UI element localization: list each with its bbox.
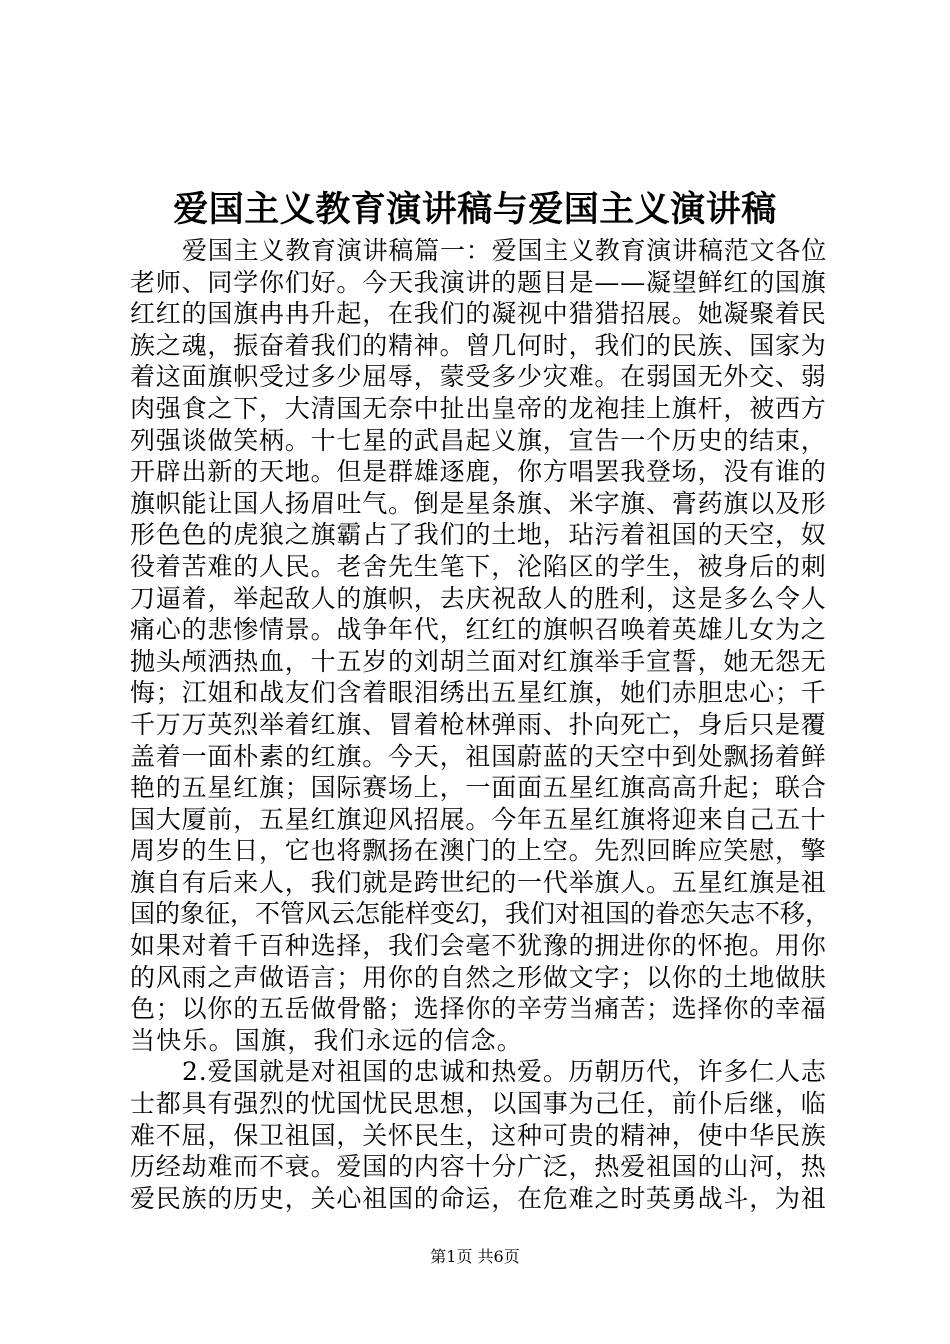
text-line: 爱民族的历史，关心祖国的命运，在危难之时英勇战斗，为祖 [130,1183,827,1213]
text-line: 肉强食之下，大清国无奈中扯出皇帝的龙袍挂上旗杆，被西方 [130,393,827,423]
text-line: 的风雨之声做语言；用你的自然之形做文字；以你的土地做肤 [130,962,827,992]
text-line: 士都具有强烈的忧国忧民思想，以国事为己任，前仆后继，临 [130,1089,827,1119]
text-line: 国大厦前，五星红旗迎风招展。今年五星红旗将迎来自己五十 [130,804,827,834]
text-line-paragraph-1-start: 爱国主义教育演讲稿篇一：爱国主义教育演讲稿范文各位 [182,236,828,265]
text-line: 旗帜能让国人扬眉吐气。倒是星条旗、米字旗、膏药旗以及形 [130,488,827,518]
text-line: 形色色的虎狼之旗霸占了我们的土地，玷污着祖国的天空，奴 [130,520,827,550]
text-line: 役着苦难的人民。老舍先生笔下，沦陷区的学生，被身后的刺 [130,551,827,581]
text-line: 色；以你的五岳做骨骼；选择你的辛劳当痛苦；选择你的幸福 [130,994,827,1024]
text-line: 千万万英烈举着红旗、冒着枪林弹雨、扑向死亡，身后只是覆 [130,709,827,739]
text-line: 族之魂，振奋着我们的精神。曾几何时，我们的民族、国家为 [130,330,827,360]
text-line: 旗自有后来人，我们就是跨世纪的一代举旗人。五星红旗是祖 [130,867,827,897]
text-line: 痛心的悲惨情景。战争年代，红红的旗帜召唤着英雄儿女为之 [130,615,827,645]
text-line: 开辟出新的天地。但是群雄逐鹿，你方唱罢我登场，没有谁的 [130,457,827,487]
page-indicator: 第1页 共6页 [430,1247,520,1266]
text-line: 抛头颅洒热血，十五岁的刘胡兰面对红旗举手宣誓，她无怨无 [130,646,827,676]
text-line-paragraph-2-start: 2.爱国就是对祖国的忠诚和热爱。历朝历代，许多仁人志 [182,1057,827,1087]
text-line: 国的象征，不管风云怎能样变幻，我们对祖国的眷恋矢志不移， [130,899,831,929]
document-title: 爱国主义教育演讲稿与爱国主义演讲稿 [173,189,777,230]
text-line: 历经劫难而不衰。爱国的内容十分广泛，热爱祖国的山河，热 [130,1152,827,1182]
text-line: 盖着一面朴素的红旗。今天，祖国蔚蓝的天空中到处飘扬着鲜 [130,741,827,771]
text-line: 当快乐。国旗，我们永远的信念。 [130,1025,524,1055]
text-line: 悔；江姐和战友们含着眼泪绣出五星红旗，她们赤胆忠心；千 [130,678,827,708]
text-line: 刀逼着，举起敌人的旗帜，去庆祝敌人的胜利，这是多么令人 [130,583,827,613]
text-line: 如果对着千百种选择，我们会毫不犹豫的拥进你的怀抱。用你 [130,931,827,961]
text-line: 老师、同学你们好。今天我演讲的题目是——凝望鲜红的国旗 [130,267,827,297]
text-line: 列强谈做笑柄。十七星的武昌起义旗，宣告一个历史的结束， [130,425,827,455]
document-body [130,235,830,1214]
text-line: 艳的五星红旗；国际赛场上，一面面五星红旗高高升起；联合 [130,773,827,803]
text-line: 着这面旗帜受过多少屈辱，蒙受多少灾难。在弱国无外交、弱 [130,362,827,392]
text-line: 红红的国旗冉冉升起，在我们的凝视中猎猎招展。她凝聚着民 [130,299,827,329]
text-line: 周岁的生日，它也将飘扬在澳门的上空。先烈回眸应笑慰，擎 [130,836,827,866]
text-line: 难不屈，保卫祖国，关怀民生，这种可贵的精神，使中华民族 [130,1120,827,1150]
